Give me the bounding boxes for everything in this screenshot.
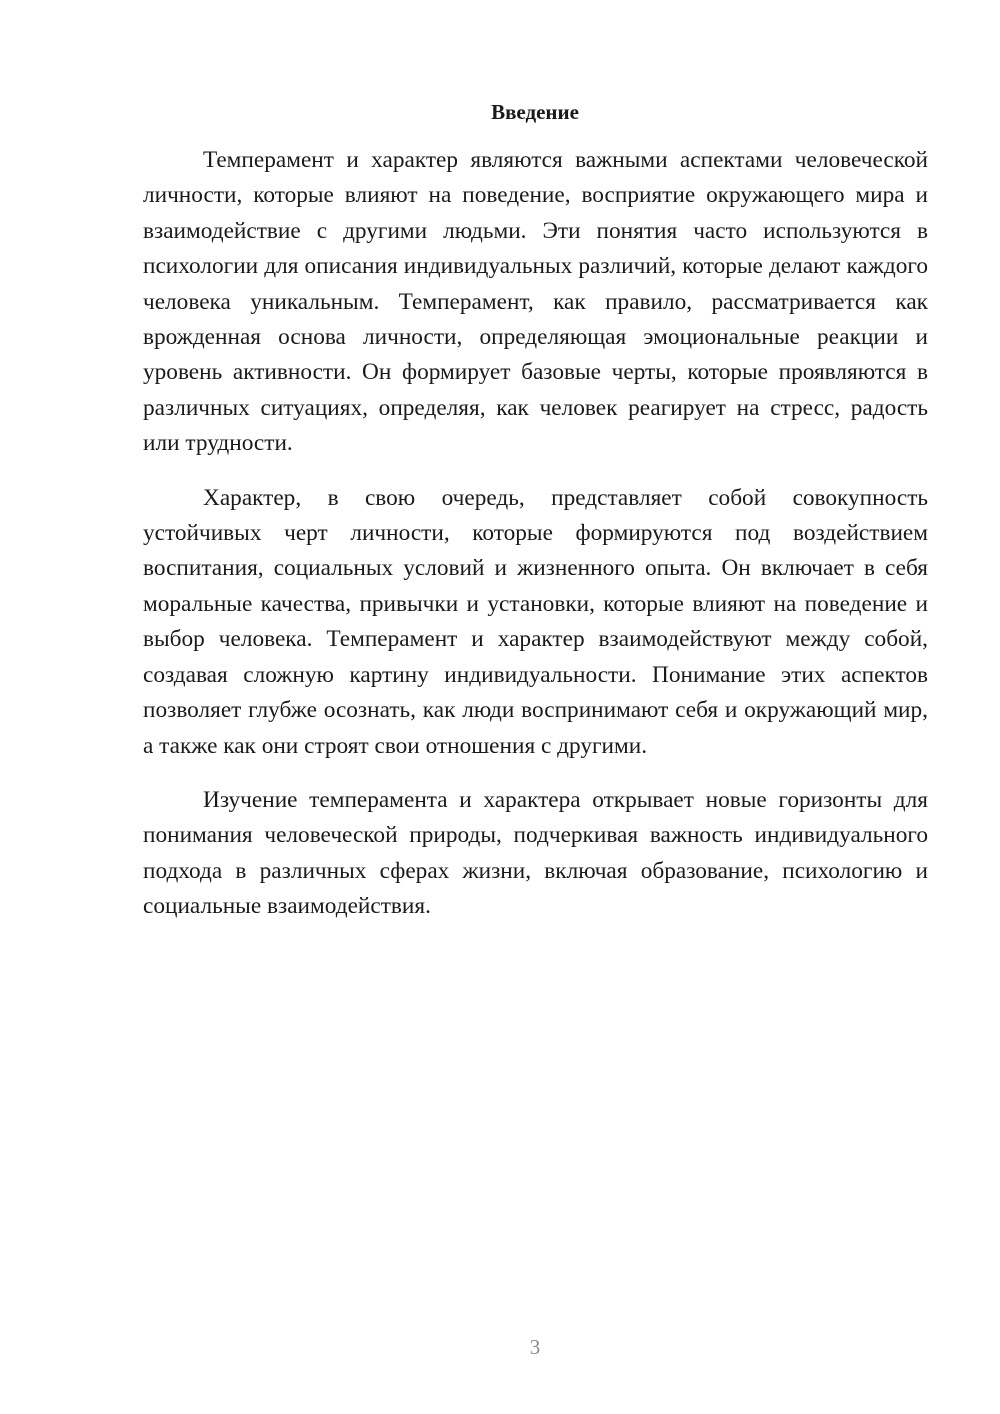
page-title: Введение (491, 100, 579, 124)
paragraph-2: Характер, в свою очередь, представляет собой совокупность устойчивых черт личности, которые формируются под воздействием воспитания, социальных условий и жизненного опыта. Он включает в себя моральные качества, привычки и установки, которые влияют на поведение и выбор человека. Темперамент и характер взаимодействуют между собой, создавая сложную картину индивидуальности. Понимание этих аспектов позволяет глубже осознать, как люди воспринимают себя и окружающий мир, а также как они строят свои отношения с другими. (143, 484, 928, 759)
page-number: 3 (529, 1335, 541, 1359)
paragraph-3: Изучение темперамента и характера открывает новые горизонты для понимания человеческой природы, подчеркивая важность индивидуального подхода в различных сферах жизни, включая образование, психологию и социальные взаимодействия. (143, 786, 928, 920)
paragraph-1: Темперамент и характер являются важными аспектами человеческой личности, которые влияют на поведение, восприятие окружающего мира и взаимодействие с другими людьми. Эти понятия часто используются в психологии для описания индивидуальных различий, которые делают каждого человека уникальным. Темперамент, как правило, рассматривается как врожденная основа личности, определяющая эмоциональные реакции и уровень активности. Он формирует базовые черты, которые проявляются в различных ситуациях, определяя, как человек реагирует на стресс, радость или трудности. (143, 147, 928, 457)
document-body (143, 143, 928, 944)
